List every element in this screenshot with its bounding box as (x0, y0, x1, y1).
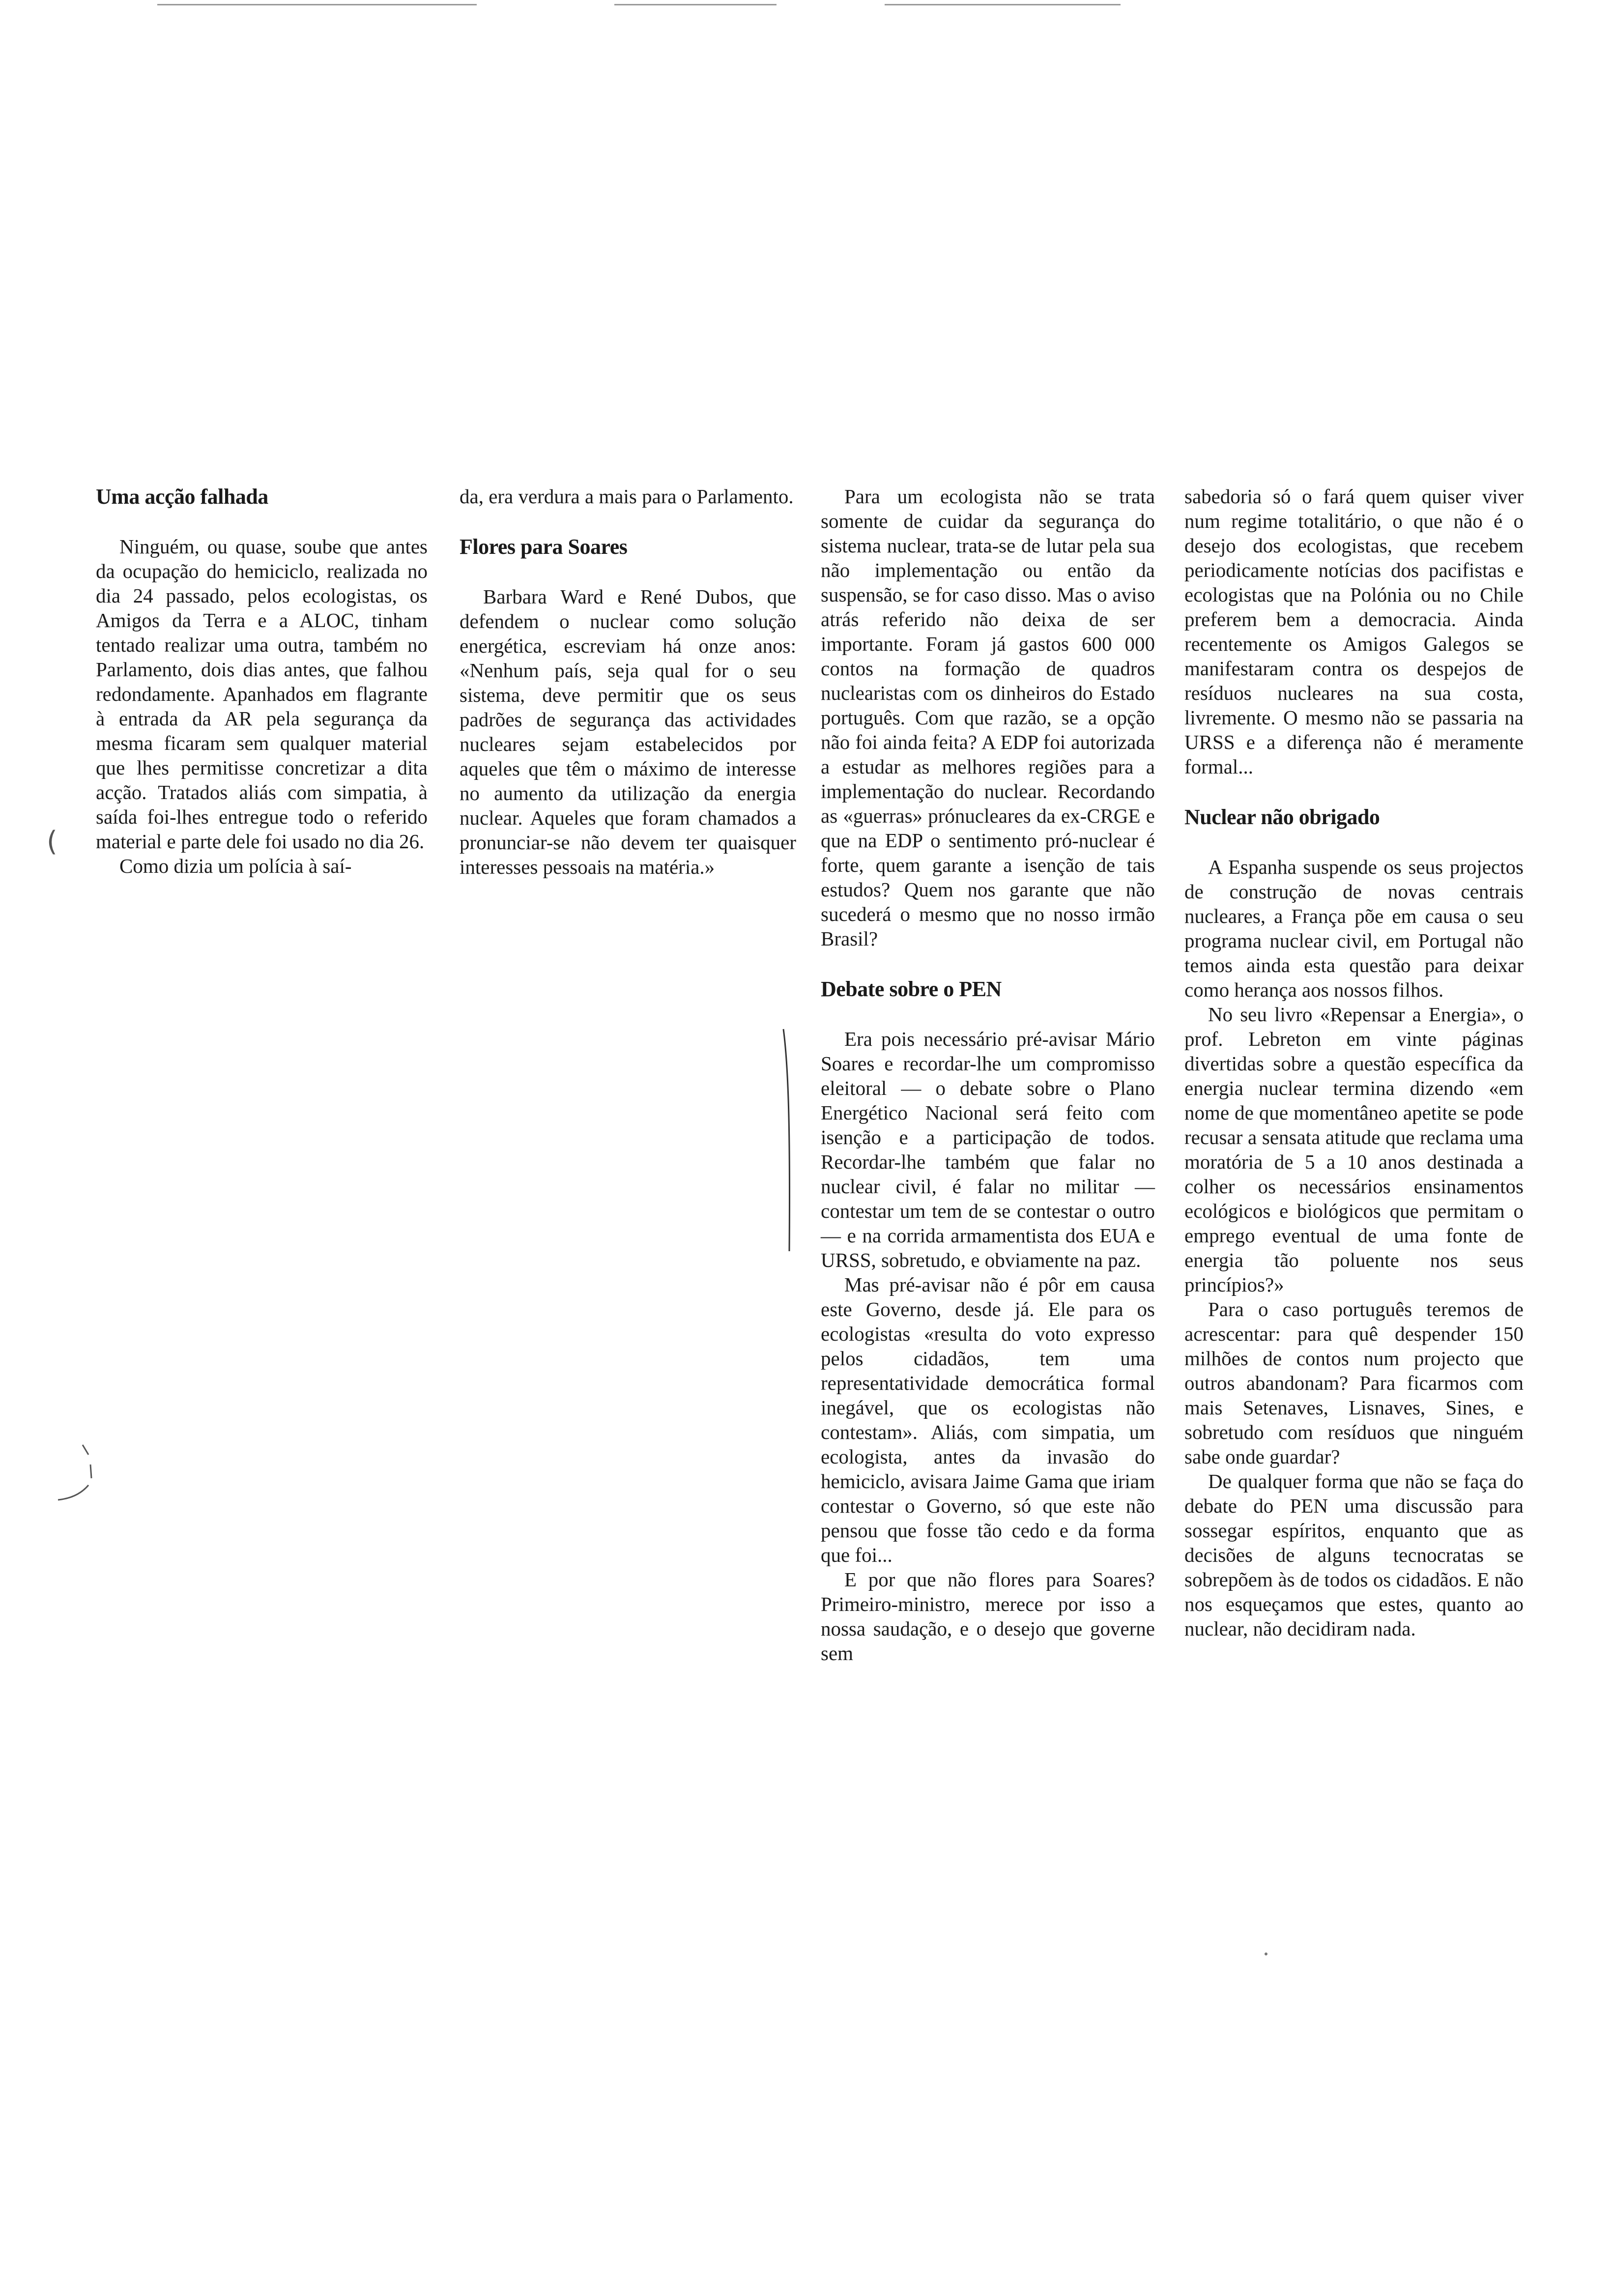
top-rule-right (885, 4, 1121, 5)
paragraph: No seu livro «Repensar a Energia», o prof. Lebreton em vinte páginas divertidas sobre a questão específica da energia nuclear termina dizendo «em nome de que momentâneo apetite se pode recusar a sensata atitude que reclama uma moratória de 5 a 10 anos destinada a colher os necessários ensinamentos ecológicos e biológicos que permitam o emprego eventual de uma fonte de energia tão poluente nos seus princípios?» (1184, 1003, 1524, 1296)
column-2 (460, 484, 796, 879)
paragraph: Ninguém, ou quase, soube que antes da ocupação do hemiciclo, realizada no dia 24 passado, pelos ecologistas, os Amigos da Terra e a ALOC, tinham tentado realizar uma outra, também no Parlamento, dois dias antes, que falhou redondamente. Apanhados em flagrante à entrada da AR pela segurança da mesma ficaram sem qualquer material que lhes permitisse concretizar a dita acção. Tratados aliás com simpatia, à saída foi-lhes entregue todo o referido material e parte dele foi usado no dia 26. (96, 535, 428, 853)
paragraph: Para um ecologista não se trata somente de cuidar da segurança do sistema nuclear, trata-se de lutar pela sua não implementação ou então da suspensão, se for caso disso. Mas o aviso atrás referido não deixa de ser importante. Foram já gastos 600 000 contos na formação de quadros nuclearistas com os dinheiros do Estado português. Com que razão, se a opção não foi ainda feita? A EDP foi autorizada a estudar as melhores regiões para a implementação do nuclear. Recordando as «guerras» prónucleares da ex-CRGE e que na EDP o sentimento pró-nuclear é forte, quem garante a isenção de tais estudos? Quem nos garante que não sucederá o mesmo que no nosso irmão Brasil? (821, 485, 1155, 950)
paragraph: Barbara Ward e René Dubos, que defendem o nuclear como solução energética, escreviam há onze anos: «Nenhum país, seja qual for o seu sistema, deve permitir que os seus padrões de segurança das actividades nucleares sejam estabelecidos por aqueles que têm o máximo de interesse no aumento da utilização da energia nuclear. Aqueles que foram chamados a pronunciar-se não devem ter quaisquer interesses pessoais na matéria.» (460, 585, 796, 878)
scan-mark-dot (1263, 1951, 1269, 1957)
paragraph: E por que não flores para Soares? Primeiro-ministro, merece por isso a nossa saudação, e o desejo que governe sem (821, 1568, 1155, 1665)
paragraph: De qualquer forma que não se faça do debate do PEN uma discussão para sossegar espíritos, enquanto que as decisões de alguns tecnocratas se sobrepõem às de todos os cidadãos. E não nos esqueçamos que estes, quanto ao nuclear, não decidiram nada. (1184, 1470, 1524, 1640)
scan-mark-vertical-line (781, 1027, 796, 1253)
top-rule-left (157, 4, 477, 5)
paragraph: A Espanha suspende os seus projectos de construção de novas centrais nucleares, a França põe em causa o seu programa nuclear civil, em Portugal não temos ainda esta questão para deixar como herança aos nossos filhos. (1184, 856, 1524, 1001)
continued-paragraph: sabedoria só o fará quem quiser viver num regime totalitário, o que não é o desejo dos ecologistas, que recebem periodicamente notícias dos pacifistas e ecologistas que na Polónia ou no Chile preferem bem a democracia. Ainda recentemente os Amigos Galegos se manifestaram contra os despejos de resíduos nucleares na sua costa, livremente. O mesmo não se passaria na URSS e a diferença não é meramente formal... (1184, 485, 1524, 778)
scan-mark-left-curve (43, 1440, 97, 1509)
continued-paragraph: da, era verdura a mais para o Parlamento. (460, 485, 794, 508)
column-3 (821, 484, 1155, 1665)
section-heading: Debate sobre o PEN (821, 977, 1002, 1001)
section-heading: Flores para Soares (460, 535, 628, 559)
column-4 (1184, 484, 1524, 1641)
paragraph: Era pois necessário pré-avisar Mário Soares e recordar-lhe um compromisso eleitoral — o debate sobre o Plano Energético Nacional será feito com isenção e a participação de todos. Recordar-lhe também que falar no nuclear civil, é falar no militar — contestar um tem de se contestar o outro — e na corrida armamentista dos EUA e URSS, sobretudo, e obviamente na paz. (821, 1028, 1155, 1271)
section-heading: Nuclear não obrigado (1184, 805, 1380, 829)
column-1 (96, 484, 428, 878)
top-rule-middle (614, 4, 777, 5)
paragraph: Mas pré-avisar não é pôr em causa este Governo, desde já. Ele para os ecologistas «resulta do voto expresso pelos cidadãos, tem uma representatividade democrática formal inegável, que os ecologistas não contestam». Aliás, com simpatia, um ecologista, antes da invasão do hemiciclo, avisara Jaime Gama que iriam contestar o Governo, só que este não pensou que fosse tão cedo e da forma que foi... (821, 1273, 1155, 1566)
paragraph: Para o caso português teremos de acrescentar: para quê despender 150 milhões de contos num projecto que outros abandonam? Para ficarmos com mais Setenaves, Lisnaves, Sines, e sobretudo com resíduos que ninguém sabe onde guardar? (1184, 1298, 1524, 1468)
section-heading: Uma acção falhada (96, 485, 268, 509)
scan-mark-paren: ( (47, 826, 58, 858)
paragraph: Como dizia um polícia à saí- (119, 855, 352, 877)
